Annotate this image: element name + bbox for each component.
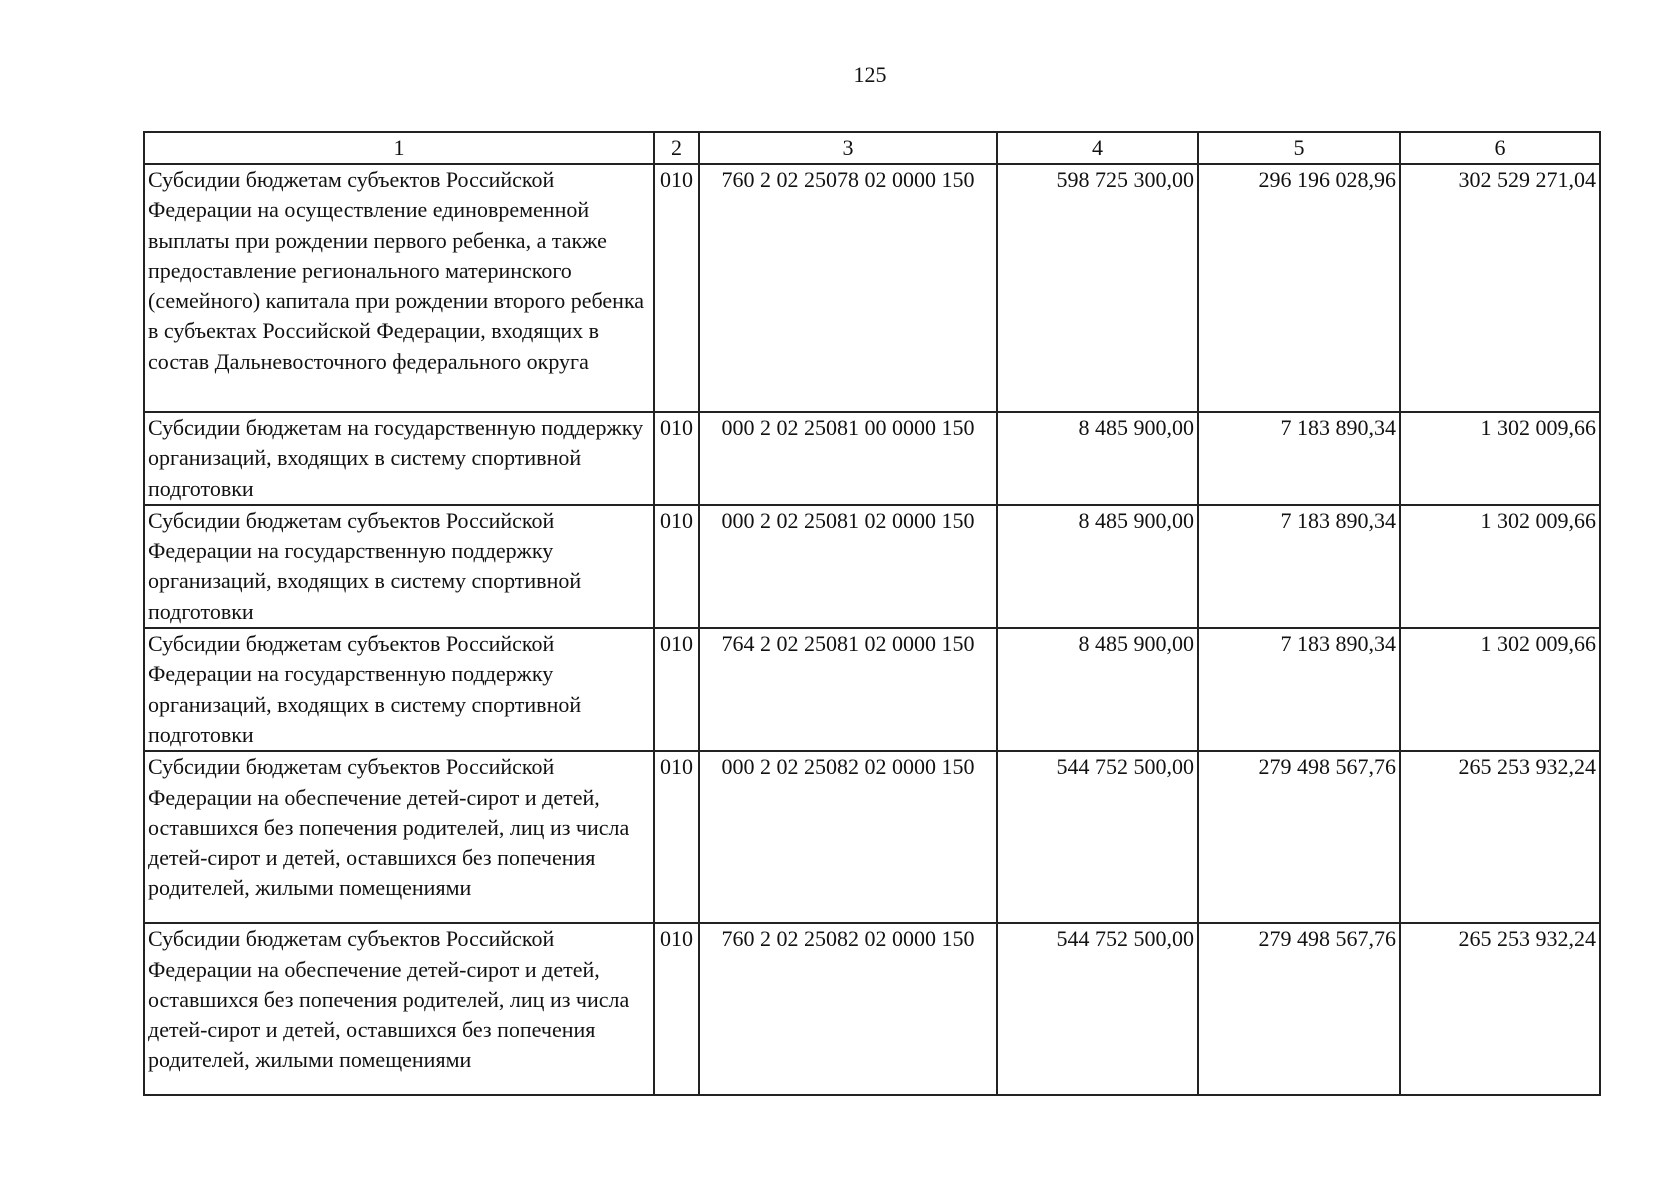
row-executed: 7 183 890,34 <box>1198 628 1400 751</box>
row-code: 010 <box>654 923 699 1095</box>
row-kbk: 000 2 02 25082 02 0000 150 <box>699 751 997 923</box>
row-approved: 544 752 500,00 <box>997 751 1198 923</box>
column-number: 3 <box>699 132 997 164</box>
table-row <box>144 505 1600 628</box>
row-code: 010 <box>654 164 699 412</box>
row-approved: 8 485 900,00 <box>997 505 1198 628</box>
row-code: 010 <box>654 628 699 751</box>
budget-table <box>143 131 1601 1096</box>
row-approved: 598 725 300,00 <box>997 164 1198 412</box>
row-executed: 279 498 567,76 <box>1198 923 1400 1095</box>
column-number: 6 <box>1400 132 1600 164</box>
row-kbk: 760 2 02 25078 02 0000 150 <box>699 164 997 412</box>
column-number-row <box>144 132 1600 164</box>
page-number: 125 <box>853 62 887 87</box>
row-code: 010 <box>654 412 699 505</box>
row-kbk: 760 2 02 25082 02 0000 150 <box>699 923 997 1095</box>
row-unexecuted: 265 253 932,24 <box>1400 923 1600 1095</box>
table-row <box>144 628 1600 751</box>
row-unexecuted: 1 302 009,66 <box>1400 505 1600 628</box>
table-row <box>144 164 1600 412</box>
row-code: 010 <box>654 751 699 923</box>
row-kbk: 000 2 02 25081 00 0000 150 <box>699 412 997 505</box>
table-row <box>144 751 1600 923</box>
row-name: Субсидии бюджетам субъектов Российской Федерации на государственную поддержку организаций, входящих в систему спортивной подготовки <box>144 628 654 751</box>
row-unexecuted: 302 529 271,04 <box>1400 164 1600 412</box>
row-approved: 8 485 900,00 <box>997 628 1198 751</box>
row-executed: 7 183 890,34 <box>1198 412 1400 505</box>
row-name: Субсидии бюджетам субъектов Российской Федерации на государственную поддержку организаций, входящих в систему спортивной подготовки <box>144 505 654 628</box>
row-name: Субсидии бюджетам субъектов Российской Федерации на обеспечение детей-сирот и детей, оставшихся без попечения родителей, лиц из числа детей-сирот и детей, оставшихся без попечения родителей, жилыми помещениями <box>144 751 654 923</box>
row-code: 010 <box>654 505 699 628</box>
column-number: 2 <box>654 132 699 164</box>
column-number: 1 <box>144 132 654 164</box>
row-kbk: 000 2 02 25081 02 0000 150 <box>699 505 997 628</box>
column-number: 4 <box>997 132 1198 164</box>
row-unexecuted: 1 302 009,66 <box>1400 412 1600 505</box>
row-approved: 544 752 500,00 <box>997 923 1198 1095</box>
column-number: 5 <box>1198 132 1400 164</box>
row-kbk: 764 2 02 25081 02 0000 150 <box>699 628 997 751</box>
row-executed: 279 498 567,76 <box>1198 751 1400 923</box>
row-name: Субсидии бюджетам субъектов Российской Федерации на обеспечение детей-сирот и детей, оставшихся без попечения родителей, лиц из числа детей-сирот и детей, оставшихся без попечения родителей, жилыми помещениями <box>144 923 654 1095</box>
row-unexecuted: 1 302 009,66 <box>1400 628 1600 751</box>
row-approved: 8 485 900,00 <box>997 412 1198 505</box>
table-row <box>144 412 1600 505</box>
row-name: Субсидии бюджетам субъектов Российской Федерации на осуществление единовременной выплаты при рождении первого ребенка, а также предоставление регионального материнского (семейного) капитала при рождении второго ребенка в субъектах Российской Федерации, входящих в состав Дальневосточного федерального округа <box>144 164 654 412</box>
row-executed: 7 183 890,34 <box>1198 505 1400 628</box>
row-unexecuted: 265 253 932,24 <box>1400 751 1600 923</box>
row-executed: 296 196 028,96 <box>1198 164 1400 412</box>
table-row <box>144 923 1600 1095</box>
row-name: Субсидии бюджетам на государственную поддержку организаций, входящих в систему спортивной подготовки <box>144 412 654 505</box>
